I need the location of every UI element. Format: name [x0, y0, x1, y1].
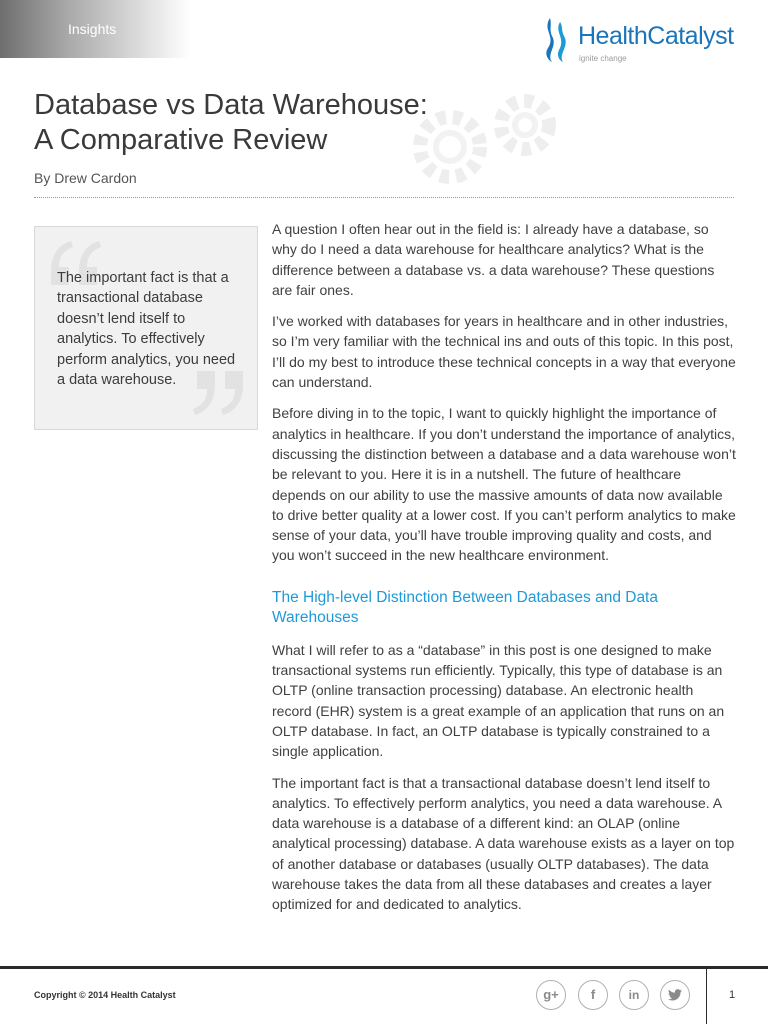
health-catalyst-logo: [540, 16, 750, 64]
pull-quote-text: The important fact is that a transactional database doesn’t lend itself to analytics. To effectively perform analytics, you need a data warehouse.: [57, 270, 236, 389]
section-heading: The High-level Distinction Between Databases and Data Warehouses: [272, 588, 658, 627]
page-number: 1: [729, 989, 736, 1001]
title-line-1: Database vs Data Warehouse:: [34, 89, 428, 121]
footer-divider: [706, 969, 707, 1024]
google-plus-glyph: g+: [543, 987, 559, 1002]
paragraph: The important fact is that a transactional database doesn’t lend itself to analytics. To effectively perform analytics, you need a data warehouse. A data warehouse is a database of a different kind: an OLAP (online analytical processing) database. A data warehouse exists as a layer on top of another database or databases (usually OLTP databases). The data warehouse takes the data from all these databases and creates a layer optimized for and dedicated to analytics.: [272, 774, 735, 913]
linkedin-icon[interactable]: [619, 980, 649, 1010]
google-plus-icon[interactable]: [536, 980, 566, 1010]
pull-quote: [34, 226, 258, 430]
facebook-icon[interactable]: [578, 980, 608, 1010]
twitter-icon[interactable]: [660, 980, 690, 1010]
article-body: [272, 219, 736, 926]
byline: By Drew Cardon: [34, 170, 137, 186]
twitter-bird-glyph: [668, 989, 682, 1001]
section-label: Insights: [68, 21, 117, 37]
flame-icon: [540, 16, 576, 64]
brand-tagline: ignite change: [579, 54, 627, 63]
paragraph: I’ve worked with databases for years in healthcare and in other industries, so I’m very familiar with the technical ins and outs of this topic. In this post, I’ll do my best to introduce these technical concepts in a way that everyone can understand.: [272, 313, 736, 391]
paragraph: What I will refer to as a “database” in this post is one designed to make transactional systems run efficiently. Typically, this type of database is an OLTP (online transaction processing) database. An electronic health record (EHR) system is a great example of an application that runs on an OLTP database. In fact, an OLTP database is typically constrained to a single application.: [272, 641, 725, 760]
article-title: [34, 88, 514, 158]
section-tab: [0, 0, 190, 58]
brand-name: HealthCatalyst: [578, 22, 734, 50]
paragraph: A question I often hear out in the field is: I already have a database, so why do I need a data warehouse for healthcare analytics? What is the difference between a database vs. a data warehouse? These questions are fair ones.: [272, 221, 715, 298]
linkedin-glyph: in: [628, 988, 640, 1002]
footer-rule: [0, 966, 768, 969]
title-line-2: A Comparative Review: [34, 124, 328, 156]
copyright: Copyright © 2014 Health Catalyst: [34, 990, 176, 1000]
paragraph: Before diving in to the topic, I want to quickly highlight the importance of analytics in healthcare. If you don’t understand the importance of analytics, discussing the distinction between a database and a data warehouse won’t be relevant to you. Here it is in a nutshell. The future of healthcare depends on our ability to use the massive amounts of data now available to drive better quality at a lower cost. If you can’t perform analytics to make sense of your data, you’ll have trouble improving quality and costs, and you won’t succeed in the new healthcare environment.: [272, 405, 736, 564]
title-divider: [34, 197, 734, 198]
facebook-glyph: f: [590, 987, 596, 1002]
